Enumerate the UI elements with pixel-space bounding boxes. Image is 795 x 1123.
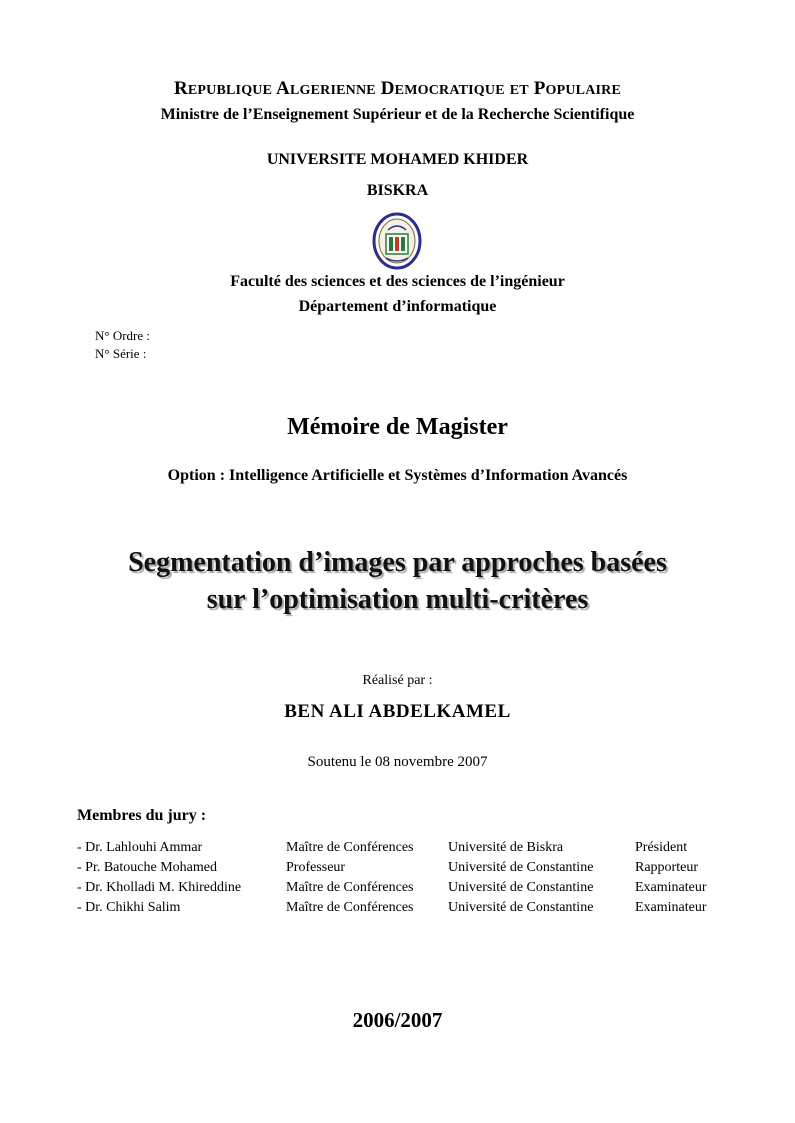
series-number-label: N° Série : <box>95 346 147 361</box>
jury-member-institution: Université de Biskra <box>448 840 564 855</box>
academic-year: 2006/2007 <box>352 1008 443 1032</box>
order-number-label: N° Ordre : <box>95 328 151 343</box>
thesis-type: Mémoire de Magister <box>287 414 508 440</box>
jury-member-name: - Dr. Chikhi Salim <box>77 900 181 915</box>
university-seal-icon <box>372 212 422 270</box>
jury-row <box>0 880 795 900</box>
jury-member-role: Rapporteur <box>635 860 698 875</box>
ministry-heading: Ministre de l’Enseignement Supérieur et de la Recherche Scientifique <box>160 106 635 123</box>
jury-member-rank: Maître de Conférences <box>286 880 414 895</box>
author-name: BEN ALI ABDELKAMEL <box>284 701 511 722</box>
department-name: Département d’informatique <box>298 298 497 315</box>
faculty-name: Faculté des sciences et des sciences de l’ingénieur <box>230 273 565 290</box>
jury-row <box>0 840 795 860</box>
jury-member-institution: Université de Constantine <box>448 900 594 915</box>
jury-row <box>0 900 795 920</box>
jury-member-role: Président <box>635 840 688 855</box>
thesis-title-line2: sur l’optimisation multi-critères <box>206 584 589 615</box>
university-city: BISKRA <box>366 182 429 199</box>
jury-member-name: - Dr. Lahlouhi Ammar <box>77 840 203 855</box>
jury-member-rank: Maître de Conférences <box>286 840 414 855</box>
jury-member-rank: Maître de Conférences <box>286 900 414 915</box>
jury-member-institution: Université de Constantine <box>448 860 594 875</box>
republic-heading: REPUBLIQUE ALGERIENNE DEMOCRATIQUE ET POPULAIRE <box>173 78 622 99</box>
jury-member-role: Examinateur <box>635 880 707 895</box>
thesis-option: Option : Intelligence Artificielle et Systèmes d’Information Avancés <box>167 467 628 484</box>
jury-heading: Membres du jury : <box>77 807 207 824</box>
jury-member-rank: Professeur <box>286 860 346 875</box>
jury-member-name: - Pr. Batouche Mohamed <box>77 860 217 875</box>
jury-member-name: - Dr. Kholladi M. Khireddine <box>77 880 242 895</box>
thesis-title-line1: Segmentation d’images par approches basées <box>128 547 667 578</box>
jury-member-role: Examinateur <box>635 900 707 915</box>
defense-date: Soutenu le 08 novembre 2007 <box>307 754 488 770</box>
realised-by-label: Réalisé par : <box>362 673 433 688</box>
jury-member-institution: Université de Constantine <box>448 880 594 895</box>
jury-row <box>0 860 795 880</box>
university-name: UNIVERSITE MOHAMED KHIDER <box>266 151 529 168</box>
